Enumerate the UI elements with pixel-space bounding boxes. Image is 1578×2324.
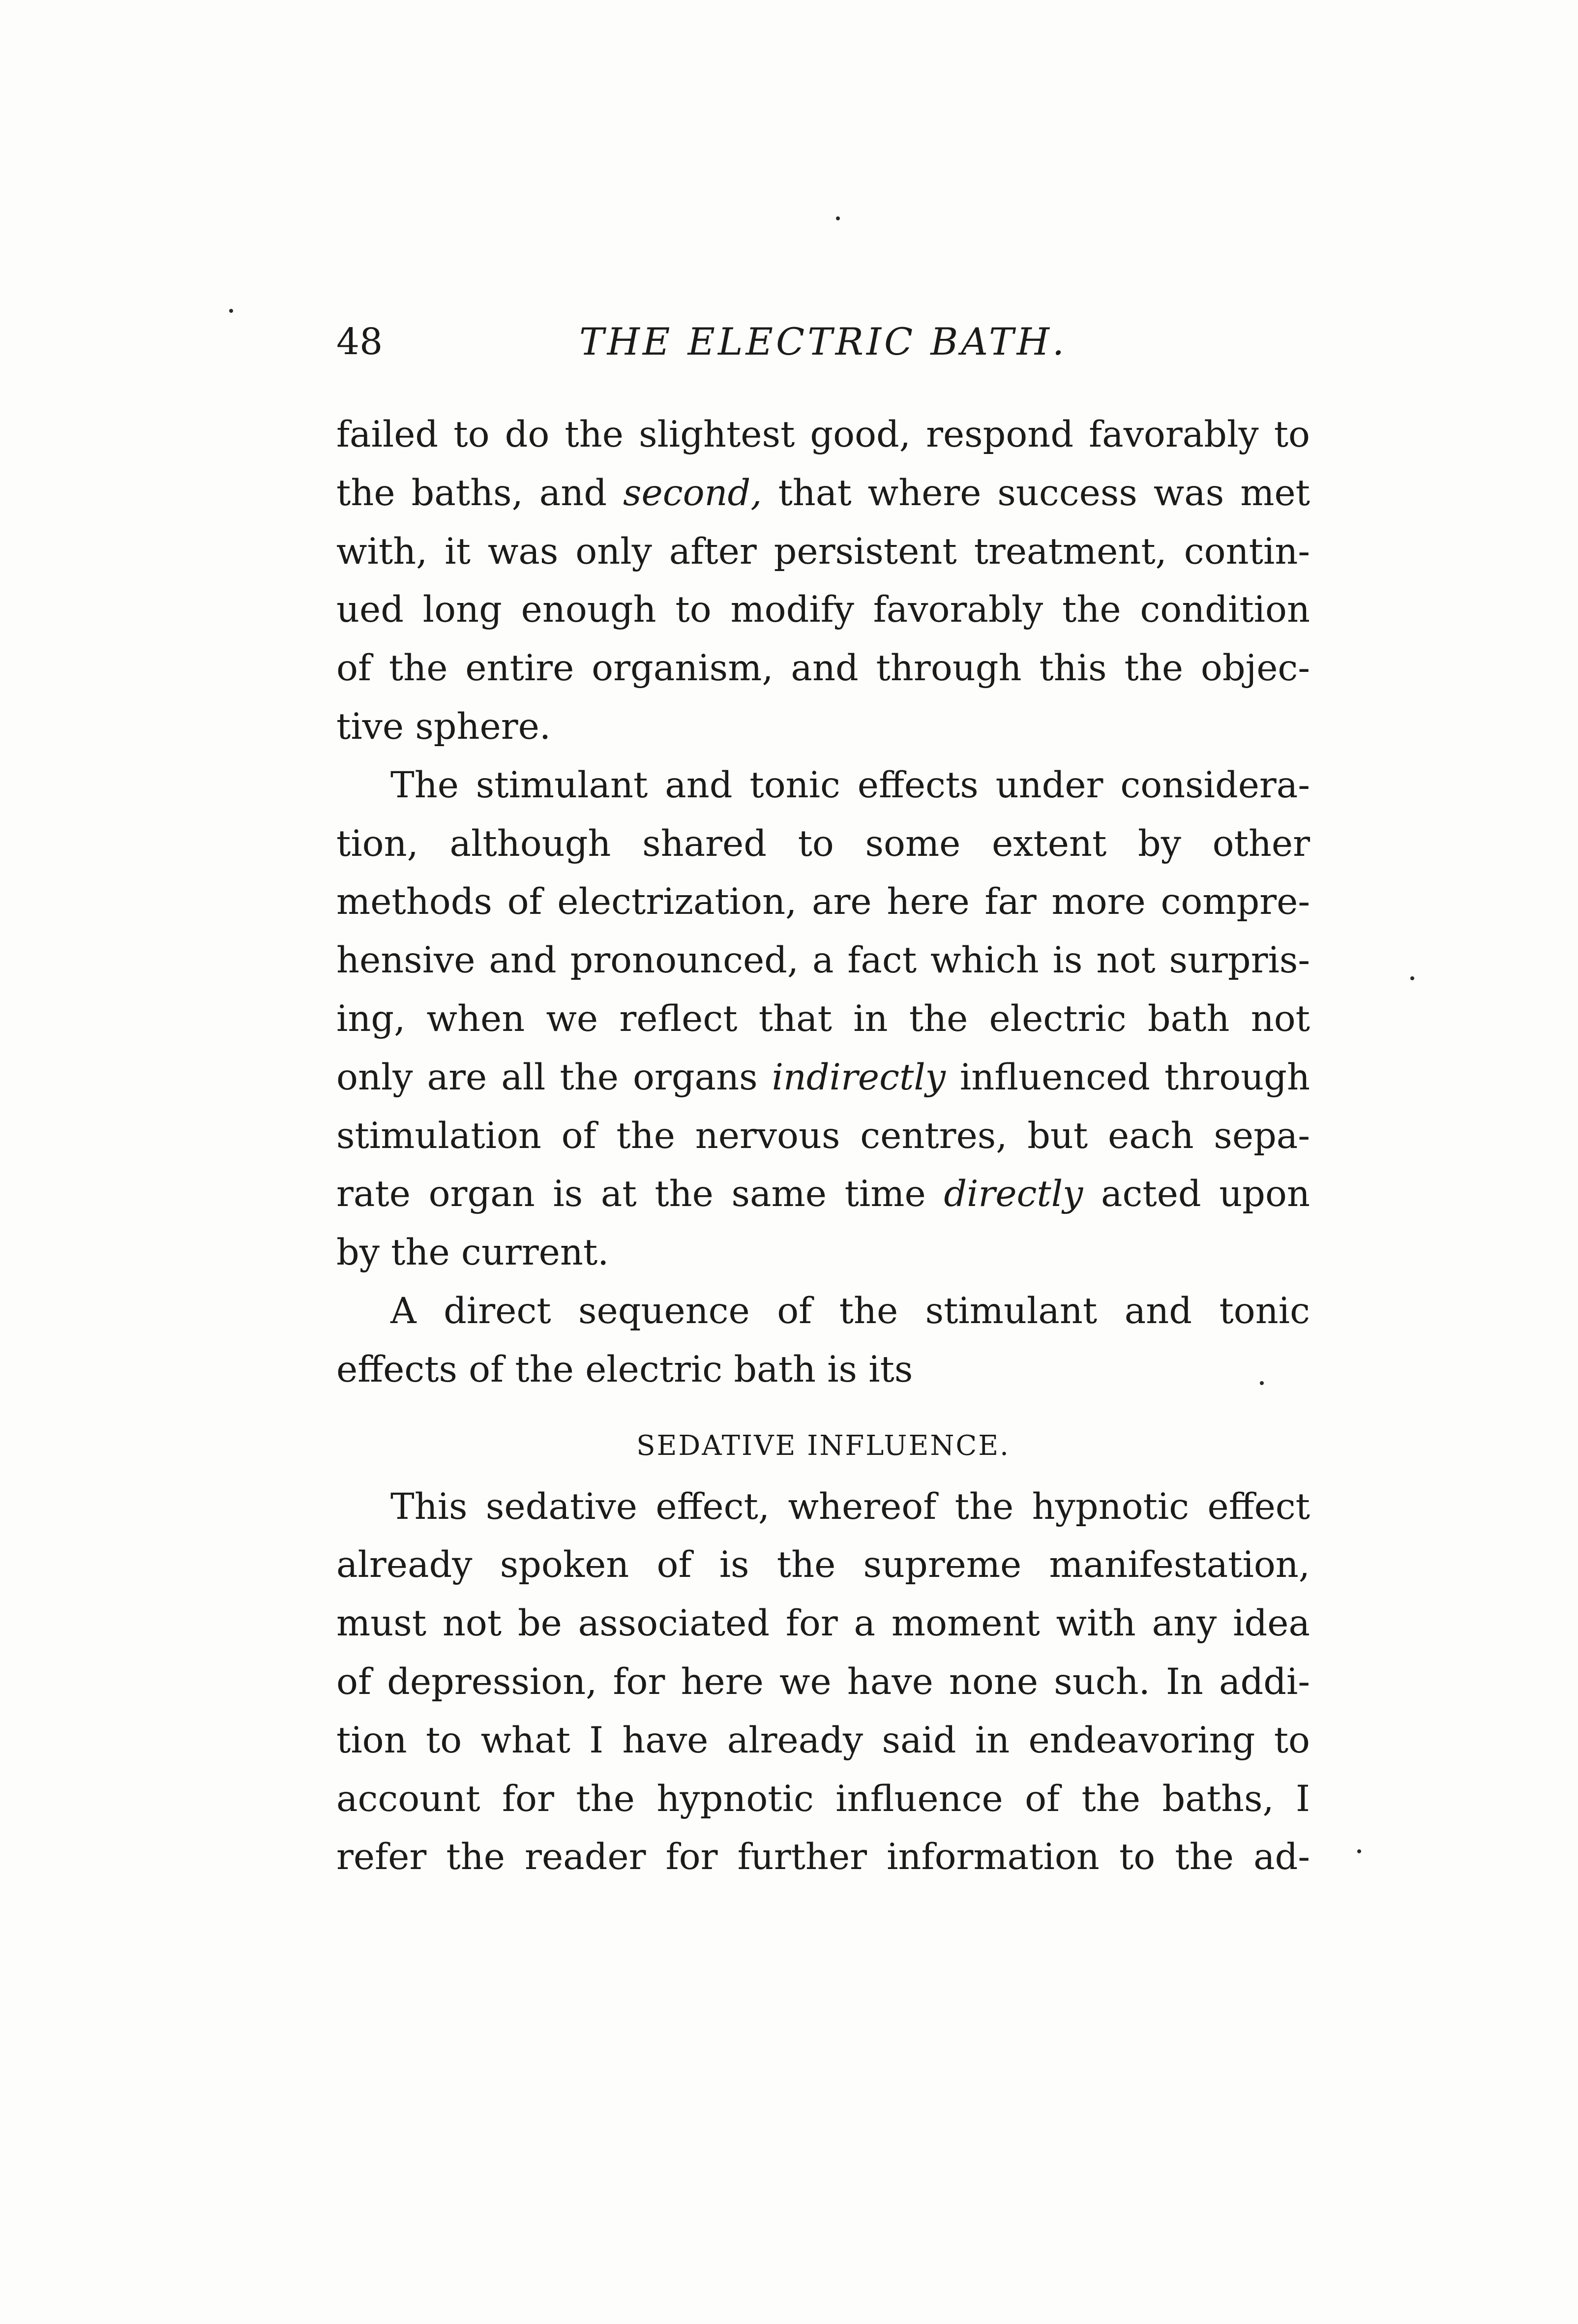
running-title: THE ELECTRIC BATH. (579, 320, 1068, 363)
text-line: of depression, for here we have none such. In addi- (336, 1660, 1310, 1703)
text-line: ued long enough to modify favorably the condition (336, 589, 1310, 631)
print-speck (1410, 976, 1414, 980)
italic-word: second, (623, 472, 762, 514)
text-line: effects of the electric bath is its (336, 1348, 913, 1390)
text-line: refer the reader for further information to the ad- (336, 1836, 1310, 1878)
text-fragment: the baths, and (336, 472, 624, 514)
text-line: tive sphere. (336, 705, 551, 748)
text-line: tion to what I have already said in endeavoring to (336, 1719, 1310, 1761)
text-line: ing, when we reflect that in the electric bath not (336, 997, 1310, 1040)
print-speck (229, 309, 233, 313)
italic-word: indirectly (772, 1056, 946, 1098)
print-speck (836, 216, 840, 220)
text-line: This sedative effect, whereof the hypnotic effect (390, 1485, 1310, 1528)
text-line: failed to do the slightest good, respond favorably to (336, 414, 1310, 455)
text-fragment: rate organ is at the same time (336, 1173, 944, 1215)
page-header (336, 315, 1310, 369)
page-body (336, 406, 1310, 1887)
print-speck (1357, 1849, 1361, 1853)
text-line: account for the hypnotic influence of the baths, I (336, 1778, 1310, 1820)
text-line: A direct sequence of the stimulant and tonic (390, 1290, 1310, 1332)
italic-word: directly (944, 1173, 1083, 1215)
text-line: The stimulant and tonic effects under considera- (390, 764, 1310, 806)
paragraph-4 (336, 1478, 1310, 1887)
text-fragment: that where success was met (762, 472, 1310, 514)
section-heading: SEDATIVE INFLUENCE. (636, 1429, 1010, 1462)
text-line: stimulation of the nervous centres, but each sepa- (336, 1115, 1310, 1157)
text-line: tion, although shared to some extent by other (336, 822, 1310, 865)
paragraph-1 (336, 406, 1310, 756)
paragraph-2 (336, 756, 1310, 1282)
text-line: must not be associated for a moment with any idea (336, 1602, 1310, 1645)
text-fragment: acted upon (1083, 1173, 1310, 1215)
text-line: of the entire organism, and through this the objec- (336, 647, 1310, 690)
page-number: 48 (336, 321, 383, 363)
text-fragment: only are all the organs (336, 1056, 772, 1098)
text-line (336, 464, 1310, 523)
text-line: already spoken of is the supreme manifestation, (336, 1544, 1310, 1586)
text-fragment: influenced through (945, 1056, 1310, 1098)
text-line: with, it was only after persistent treatment, contin- (336, 530, 1310, 573)
text-line: methods of electrization, are here far more compre- (336, 881, 1310, 923)
text-line: by the current. (336, 1232, 609, 1274)
text-line (336, 1049, 1310, 1107)
text-line (336, 1165, 1310, 1224)
text-line: hensive and pronounced, a fact which is not surpris- (336, 939, 1310, 982)
paragraph-3 (336, 1282, 1310, 1399)
